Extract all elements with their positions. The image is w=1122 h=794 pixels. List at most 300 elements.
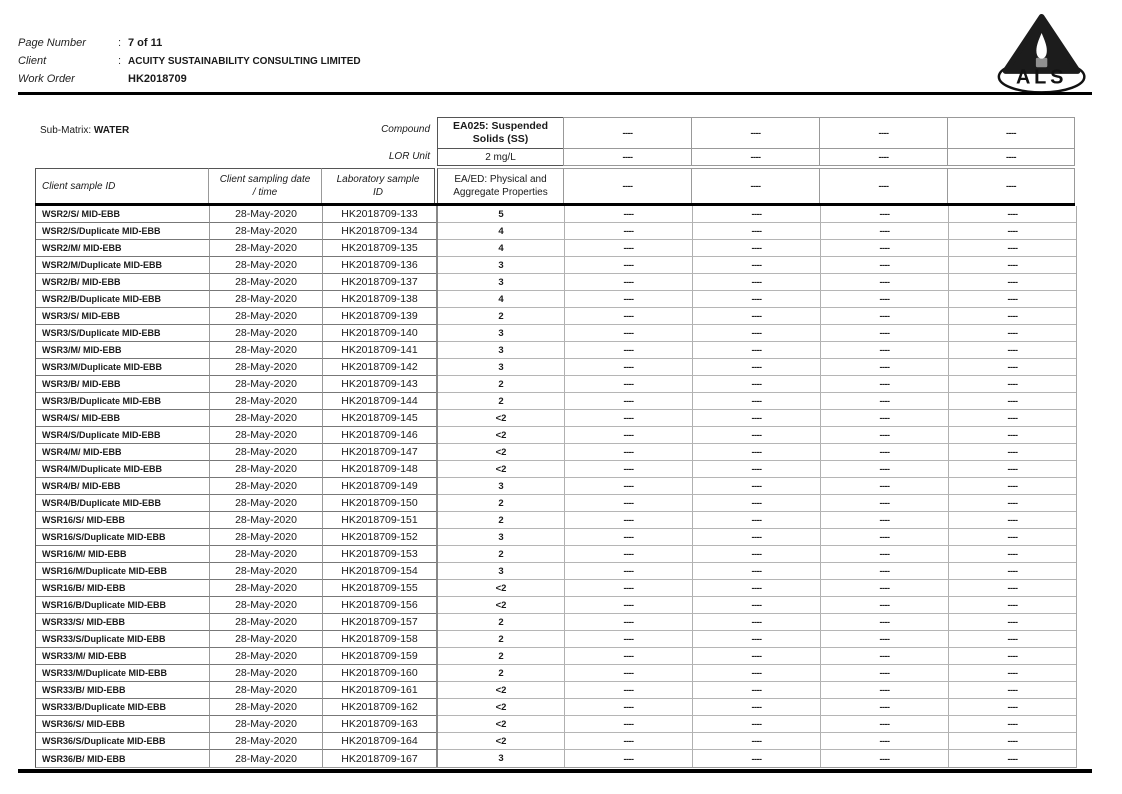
- method-header-cell: EA/ED: Physical and Aggregate Properties: [437, 168, 563, 203]
- client-sample-id-cell: WSR4/M/ MID-EBB: [36, 444, 209, 461]
- no-result-cell: ----: [564, 393, 692, 410]
- table-row: [36, 257, 1076, 274]
- client-sample-id-cell: WSR16/M/ MID-EBB: [36, 546, 209, 563]
- separator: :: [118, 55, 122, 67]
- no-result-cell: ----: [564, 308, 692, 325]
- client-sample-id-cell: WSR2/B/Duplicate MID-EBB: [36, 291, 209, 308]
- client-sample-id-cell: WSR2/M/Duplicate MID-EBB: [36, 257, 209, 274]
- lab-sample-id-cell: HK2018709-145: [322, 410, 436, 427]
- empty-lor-cell: ----: [947, 148, 1075, 166]
- no-result-cell: ----: [820, 495, 948, 512]
- no-result-cell: ----: [820, 580, 948, 597]
- no-result-cell: ----: [564, 257, 692, 274]
- result-value-cell: <2: [438, 580, 564, 597]
- no-result-cell: ----: [564, 461, 692, 478]
- no-result-cell: ----: [948, 240, 1076, 257]
- table-row: [36, 308, 1076, 325]
- no-result-cell: ----: [564, 342, 692, 359]
- client-sample-id-cell: WSR2/S/ MID-EBB: [36, 206, 209, 223]
- no-result-cell: ----: [820, 750, 948, 767]
- empty-lor-cell: ----: [691, 148, 819, 166]
- no-result-cell: ----: [820, 274, 948, 291]
- empty-lor-cell: ----: [563, 148, 691, 166]
- client-sample-id-cell: WSR16/B/Duplicate MID-EBB: [36, 597, 209, 614]
- column-header-row: [35, 168, 1075, 203]
- no-result-cell: ----: [564, 240, 692, 257]
- no-result-cell: ----: [692, 444, 820, 461]
- sampling-date-cell: 28-May-2020: [209, 682, 322, 699]
- lab-sample-id-cell: HK2018709-134: [322, 223, 436, 240]
- no-result-cell: ----: [564, 699, 692, 716]
- no-result-cell: ----: [692, 308, 820, 325]
- no-result-cell: ----: [692, 359, 820, 376]
- no-result-cell: ----: [948, 478, 1076, 495]
- no-result-cell: ----: [948, 597, 1076, 614]
- result-value-cell: 3: [438, 325, 564, 342]
- lab-sample-id-cell: HK2018709-139: [322, 308, 436, 325]
- table-row: [36, 359, 1076, 376]
- table-row: [36, 478, 1076, 495]
- no-result-cell: ----: [564, 733, 692, 750]
- client-sample-id-cell: WSR33/B/Duplicate MID-EBB: [36, 699, 209, 716]
- client-sample-id-cell: WSR3/B/ MID-EBB: [36, 376, 209, 393]
- no-result-cell: ----: [820, 478, 948, 495]
- analyte-name-line1: EA025: Suspended: [452, 120, 549, 132]
- lab-sample-id-cell: HK2018709-133: [322, 206, 436, 223]
- no-result-cell: ----: [948, 682, 1076, 699]
- client-sample-id-cell: WSR36/S/Duplicate MID-EBB: [36, 733, 209, 750]
- sampling-date-cell: 28-May-2020: [209, 393, 322, 410]
- result-value-cell: 2: [438, 648, 564, 665]
- client-sample-id-cell: WSR2/M/ MID-EBB: [36, 240, 209, 257]
- sampling-date-cell: 28-May-2020: [209, 648, 322, 665]
- client-sample-id-cell: WSR3/S/Duplicate MID-EBB: [36, 325, 209, 342]
- work-order-value: HK2018709: [128, 73, 187, 85]
- lab-sample-id-cell: HK2018709-164: [322, 733, 436, 750]
- no-result-cell: ----: [564, 682, 692, 699]
- no-result-cell: ----: [820, 461, 948, 478]
- no-result-cell: ----: [692, 665, 820, 682]
- table-row: [36, 495, 1076, 512]
- no-result-cell: ----: [692, 206, 820, 223]
- lab-sample-id-cell: HK2018709-161: [322, 682, 436, 699]
- lab-sample-id-cell: HK2018709-167: [322, 750, 436, 767]
- result-value-cell: 3: [438, 563, 564, 580]
- table-row: [36, 206, 1076, 223]
- client-sample-id-cell: WSR2/S/Duplicate MID-EBB: [36, 223, 209, 240]
- no-result-cell: ----: [948, 665, 1076, 682]
- no-result-cell: ----: [948, 495, 1076, 512]
- empty-compound-cell: ----: [563, 117, 691, 148]
- no-result-cell: ----: [564, 716, 692, 733]
- result-value-cell: 2: [438, 631, 564, 648]
- no-result-cell: ----: [692, 733, 820, 750]
- table-row: [36, 716, 1076, 733]
- no-result-cell: ----: [692, 716, 820, 733]
- no-result-cell: ----: [564, 614, 692, 631]
- client-sample-id-cell: WSR33/S/ MID-EBB: [36, 614, 209, 631]
- result-value-cell: <2: [438, 444, 564, 461]
- lab-sample-id-cell: HK2018709-146: [322, 427, 436, 444]
- result-value-cell: 2: [438, 495, 564, 512]
- sampling-date-cell: 28-May-2020: [209, 325, 322, 342]
- als-logo: [996, 10, 1091, 94]
- table-row: [36, 223, 1076, 240]
- analyte-name-line2: Solids (SS): [472, 133, 529, 145]
- result-value-cell: 2: [438, 376, 564, 393]
- sampling-date-cell: 28-May-2020: [209, 512, 322, 529]
- client-sample-id-cell: WSR33/M/Duplicate MID-EBB: [36, 665, 209, 682]
- no-result-cell: ----: [948, 223, 1076, 240]
- table-row: [36, 597, 1076, 614]
- result-value-cell: 2: [438, 546, 564, 563]
- result-value-cell: 3: [438, 342, 564, 359]
- sampling-date-cell: 28-May-2020: [209, 240, 322, 257]
- client-sample-id-cell: WSR33/B/ MID-EBB: [36, 682, 209, 699]
- lab-sample-id-cell: HK2018709-144: [322, 393, 436, 410]
- empty-method-cell: ----: [819, 168, 947, 203]
- als-logo-icon: [996, 10, 1091, 94]
- table-row: [36, 614, 1076, 631]
- header-row-client: [18, 52, 361, 70]
- lab-sample-id-cell: HK2018709-155: [322, 580, 436, 597]
- no-result-cell: ----: [564, 478, 692, 495]
- no-result-cell: ----: [948, 512, 1076, 529]
- table-row: [36, 291, 1076, 308]
- result-value-cell: 4: [438, 291, 564, 308]
- result-value-cell: 3: [438, 359, 564, 376]
- no-result-cell: ----: [948, 733, 1076, 750]
- no-result-cell: ----: [564, 750, 692, 767]
- no-result-cell: ----: [948, 631, 1076, 648]
- sampling-date-cell: 28-May-2020: [209, 614, 322, 631]
- sampling-date-cell: 28-May-2020: [209, 716, 322, 733]
- result-value-cell: 5: [438, 206, 564, 223]
- table-row: [36, 665, 1076, 682]
- no-result-cell: ----: [820, 410, 948, 427]
- result-value-cell: 3: [438, 257, 564, 274]
- table-row: [36, 325, 1076, 342]
- lab-sample-id-cell: HK2018709-151: [322, 512, 436, 529]
- lor-unit-label: LOR Unit: [388, 151, 430, 162]
- table-row: [36, 733, 1076, 750]
- no-result-cell: ----: [820, 206, 948, 223]
- no-result-cell: ----: [820, 257, 948, 274]
- lab-sample-id-cell: HK2018709-156: [322, 597, 436, 614]
- client-label: Client: [18, 55, 47, 67]
- sub-matrix-label: Sub-Matrix:: [40, 125, 92, 136]
- no-result-cell: ----: [564, 512, 692, 529]
- table-row: [36, 563, 1076, 580]
- table-row: [36, 750, 1076, 767]
- analyte-lor-unit-cell: 2 mg/L: [437, 148, 563, 166]
- result-value-cell: <2: [438, 597, 564, 614]
- no-result-cell: ----: [948, 444, 1076, 461]
- result-value-cell: <2: [438, 699, 564, 716]
- no-result-cell: ----: [564, 563, 692, 580]
- table-row: [36, 342, 1076, 359]
- result-value-cell: 3: [438, 478, 564, 495]
- no-result-cell: ----: [820, 223, 948, 240]
- sampling-date-cell: 28-May-2020: [209, 563, 322, 580]
- empty-compound-cell: ----: [819, 117, 947, 148]
- no-result-cell: ----: [692, 325, 820, 342]
- no-result-cell: ----: [948, 257, 1076, 274]
- no-result-cell: ----: [820, 393, 948, 410]
- table-row: [36, 682, 1076, 699]
- no-result-cell: ----: [820, 342, 948, 359]
- no-result-cell: ----: [948, 427, 1076, 444]
- sampling-date-cell: 28-May-2020: [209, 529, 322, 546]
- lab-sample-id-cell: HK2018709-141: [322, 342, 436, 359]
- client-sample-id-cell: WSR16/S/ MID-EBB: [36, 512, 209, 529]
- no-result-cell: ----: [564, 546, 692, 563]
- empty-method-cell: ----: [563, 168, 691, 203]
- no-result-cell: ----: [692, 563, 820, 580]
- no-result-cell: ----: [820, 546, 948, 563]
- no-result-cell: ----: [948, 699, 1076, 716]
- sampling-date-cell: 28-May-2020: [209, 699, 322, 716]
- lab-sample-id-cell: HK2018709-159: [322, 648, 436, 665]
- no-result-cell: ----: [692, 614, 820, 631]
- logo-text: ALS: [1015, 66, 1068, 89]
- client-sample-id-cell: WSR16/B/ MID-EBB: [36, 580, 209, 597]
- lab-sample-id-cell: HK2018709-142: [322, 359, 436, 376]
- no-result-cell: ----: [692, 376, 820, 393]
- table-row: [36, 699, 1076, 716]
- lab-sample-id-cell: HK2018709-160: [322, 665, 436, 682]
- result-value-cell: <2: [438, 682, 564, 699]
- compound-label: Compound: [381, 124, 430, 135]
- sampling-date-cell: 28-May-2020: [209, 631, 322, 648]
- no-result-cell: ----: [564, 495, 692, 512]
- no-result-cell: ----: [948, 410, 1076, 427]
- sampling-date-cell: 28-May-2020: [209, 274, 322, 291]
- sampling-date-cell: 28-May-2020: [209, 410, 322, 427]
- table-row: [36, 631, 1076, 648]
- sampling-date-cell: 28-May-2020: [209, 308, 322, 325]
- no-result-cell: ----: [948, 716, 1076, 733]
- table-row: [36, 410, 1076, 427]
- no-result-cell: ----: [820, 563, 948, 580]
- page-bottom-rule: [18, 769, 1092, 773]
- sampling-date-cell: 28-May-2020: [209, 750, 322, 767]
- table-row: [36, 444, 1076, 461]
- no-result-cell: ----: [948, 461, 1076, 478]
- no-result-cell: ----: [820, 631, 948, 648]
- empty-method-cell: ----: [947, 168, 1075, 203]
- lab-sample-id-cell: HK2018709-158: [322, 631, 436, 648]
- header-row-page-number: [18, 34, 361, 52]
- lab-sample-id-cell: HK2018709-143: [322, 376, 436, 393]
- result-value-cell: 3: [438, 274, 564, 291]
- no-result-cell: ----: [820, 359, 948, 376]
- result-value-cell: 2: [438, 512, 564, 529]
- sampling-date-cell: 28-May-2020: [209, 580, 322, 597]
- no-result-cell: ----: [692, 512, 820, 529]
- no-result-cell: ----: [948, 342, 1076, 359]
- table-row: [36, 580, 1076, 597]
- client-sample-id-cell: WSR16/S/Duplicate MID-EBB: [36, 529, 209, 546]
- sampling-date-cell: 28-May-2020: [209, 376, 322, 393]
- no-result-cell: ----: [692, 648, 820, 665]
- no-result-cell: ----: [948, 648, 1076, 665]
- sampling-date-cell: 28-May-2020: [209, 546, 322, 563]
- no-result-cell: ----: [820, 427, 948, 444]
- lab-sample-id-cell: HK2018709-157: [322, 614, 436, 631]
- no-result-cell: ----: [948, 546, 1076, 563]
- no-result-cell: ----: [948, 359, 1076, 376]
- client-value: ACUITY SUSTAINABILITY CONSULTING LIMITED: [128, 55, 361, 67]
- table-row: [36, 648, 1076, 665]
- no-result-cell: ----: [564, 206, 692, 223]
- result-value-cell: <2: [438, 427, 564, 444]
- no-result-cell: ----: [564, 427, 692, 444]
- lab-sample-id-cell: HK2018709-163: [322, 716, 436, 733]
- sub-matrix-value: WATER: [93, 125, 130, 136]
- no-result-cell: ----: [948, 563, 1076, 580]
- header-row-work-order: [18, 70, 361, 88]
- no-result-cell: ----: [820, 444, 948, 461]
- lab-sample-id-cell: HK2018709-150: [322, 495, 436, 512]
- no-result-cell: ----: [692, 699, 820, 716]
- no-result-cell: ----: [564, 359, 692, 376]
- no-result-cell: ----: [564, 631, 692, 648]
- no-result-cell: ----: [564, 376, 692, 393]
- sampling-date-cell: 28-May-2020: [209, 461, 322, 478]
- table-row: [36, 461, 1076, 478]
- no-result-cell: ----: [692, 410, 820, 427]
- result-value-cell: 4: [438, 240, 564, 257]
- table-row: [36, 274, 1076, 291]
- result-value-cell: 2: [438, 308, 564, 325]
- no-result-cell: ----: [692, 427, 820, 444]
- empty-compound-cell: ----: [691, 117, 819, 148]
- no-result-cell: ----: [820, 648, 948, 665]
- result-value-cell: 3: [498, 753, 504, 764]
- no-result-cell: ----: [692, 478, 820, 495]
- no-result-cell: ----: [692, 529, 820, 546]
- no-result-cell: ----: [948, 580, 1076, 597]
- no-result-cell: ----: [692, 240, 820, 257]
- result-value-cell: <2: [438, 733, 564, 750]
- no-result-cell: ----: [692, 461, 820, 478]
- sampling-date-cell: 28-May-2020: [209, 257, 322, 274]
- header-divider-rule: [18, 92, 1092, 95]
- client-sample-id-cell: WSR16/M/Duplicate MID-EBB: [36, 563, 209, 580]
- analyte-name-cell: [437, 117, 563, 148]
- lab-sample-id-cell: HK2018709-149: [322, 478, 436, 495]
- analyte-header-grid: [437, 117, 1075, 166]
- no-result-cell: ----: [692, 274, 820, 291]
- separator: :: [118, 37, 122, 49]
- no-result-cell: ----: [948, 393, 1076, 410]
- sampling-date-cell: 28-May-2020: [209, 495, 322, 512]
- no-result-cell: ----: [820, 325, 948, 342]
- no-result-cell: ----: [692, 580, 820, 597]
- no-result-cell: ----: [948, 750, 1076, 767]
- sampling-date-cell: 28-May-2020: [209, 597, 322, 614]
- no-result-cell: ----: [820, 597, 948, 614]
- no-result-cell: ----: [820, 716, 948, 733]
- page-number-value: 7 of 11: [128, 37, 163, 49]
- lab-sample-id-cell: HK2018709-148: [322, 461, 436, 478]
- no-result-cell: ----: [564, 444, 692, 461]
- no-result-cell: ----: [564, 410, 692, 427]
- no-result-cell: ----: [948, 291, 1076, 308]
- result-value-cell: 2: [438, 665, 564, 682]
- no-result-cell: ----: [820, 376, 948, 393]
- table-row: [36, 512, 1076, 529]
- lab-sample-id-cell: HK2018709-154: [322, 563, 436, 580]
- no-result-cell: ----: [564, 580, 692, 597]
- client-sample-id-cell: WSR36/S/ MID-EBB: [36, 716, 209, 733]
- no-result-cell: ----: [564, 291, 692, 308]
- table-row: [36, 546, 1076, 563]
- no-result-cell: ----: [564, 648, 692, 665]
- empty-compound-cell: ----: [947, 117, 1075, 148]
- client-sample-id-cell: WSR4/S/Duplicate MID-EBB: [36, 427, 209, 444]
- client-sample-id-cell: WSR3/M/ MID-EBB: [36, 342, 209, 359]
- table-row: [36, 240, 1076, 257]
- no-result-cell: ----: [692, 597, 820, 614]
- no-result-cell: ----: [820, 614, 948, 631]
- no-result-cell: ----: [820, 682, 948, 699]
- sampling-date-cell: 28-May-2020: [209, 206, 322, 223]
- result-value-cell: 2: [438, 393, 564, 410]
- table-row: [36, 393, 1076, 410]
- result-value-cell: 3: [438, 529, 564, 546]
- result-value-cell: 4: [438, 223, 564, 240]
- client-sample-id-cell: WSR4/B/Duplicate MID-EBB: [36, 495, 209, 512]
- work-order-label: Work Order: [18, 73, 75, 85]
- sampling-date-cell: 28-May-2020: [209, 733, 322, 750]
- sampling-date-cell: 28-May-2020: [209, 342, 322, 359]
- no-result-cell: ----: [692, 223, 820, 240]
- no-result-cell: ----: [948, 206, 1076, 223]
- no-result-cell: ----: [692, 495, 820, 512]
- table-row: [36, 529, 1076, 546]
- lab-sample-id-cell: HK2018709-147: [322, 444, 436, 461]
- no-result-cell: ----: [692, 682, 820, 699]
- no-result-cell: ----: [820, 733, 948, 750]
- no-result-cell: ----: [820, 665, 948, 682]
- no-result-cell: ----: [948, 308, 1076, 325]
- report-header: [18, 34, 361, 88]
- lab-sample-id-cell: HK2018709-152: [322, 529, 436, 546]
- result-value-cell: <2: [438, 461, 564, 478]
- no-result-cell: ----: [948, 614, 1076, 631]
- page-number-label: Page Number: [18, 37, 86, 49]
- no-result-cell: ----: [564, 325, 692, 342]
- no-result-cell: ----: [564, 529, 692, 546]
- no-result-cell: ----: [948, 376, 1076, 393]
- no-result-cell: ----: [564, 665, 692, 682]
- result-value-cell: <2: [438, 410, 564, 427]
- no-result-cell: ----: [692, 257, 820, 274]
- sampling-date-cell: 28-May-2020: [209, 427, 322, 444]
- lab-sample-id-cell: HK2018709-153: [322, 546, 436, 563]
- no-result-cell: ----: [564, 597, 692, 614]
- sub-matrix: [40, 125, 129, 136]
- column-header-lab-sample-id: Laboratory sample ID: [321, 168, 435, 203]
- no-result-cell: ----: [820, 699, 948, 716]
- client-sample-id-cell: WSR3/B/Duplicate MID-EBB: [36, 393, 209, 410]
- client-sample-id-cell: WSR36/B/ MID-EBB: [42, 753, 126, 764]
- lab-sample-id-cell: HK2018709-140: [322, 325, 436, 342]
- sampling-date-cell: 28-May-2020: [209, 665, 322, 682]
- client-sample-id-cell: WSR3/M/Duplicate MID-EBB: [36, 359, 209, 376]
